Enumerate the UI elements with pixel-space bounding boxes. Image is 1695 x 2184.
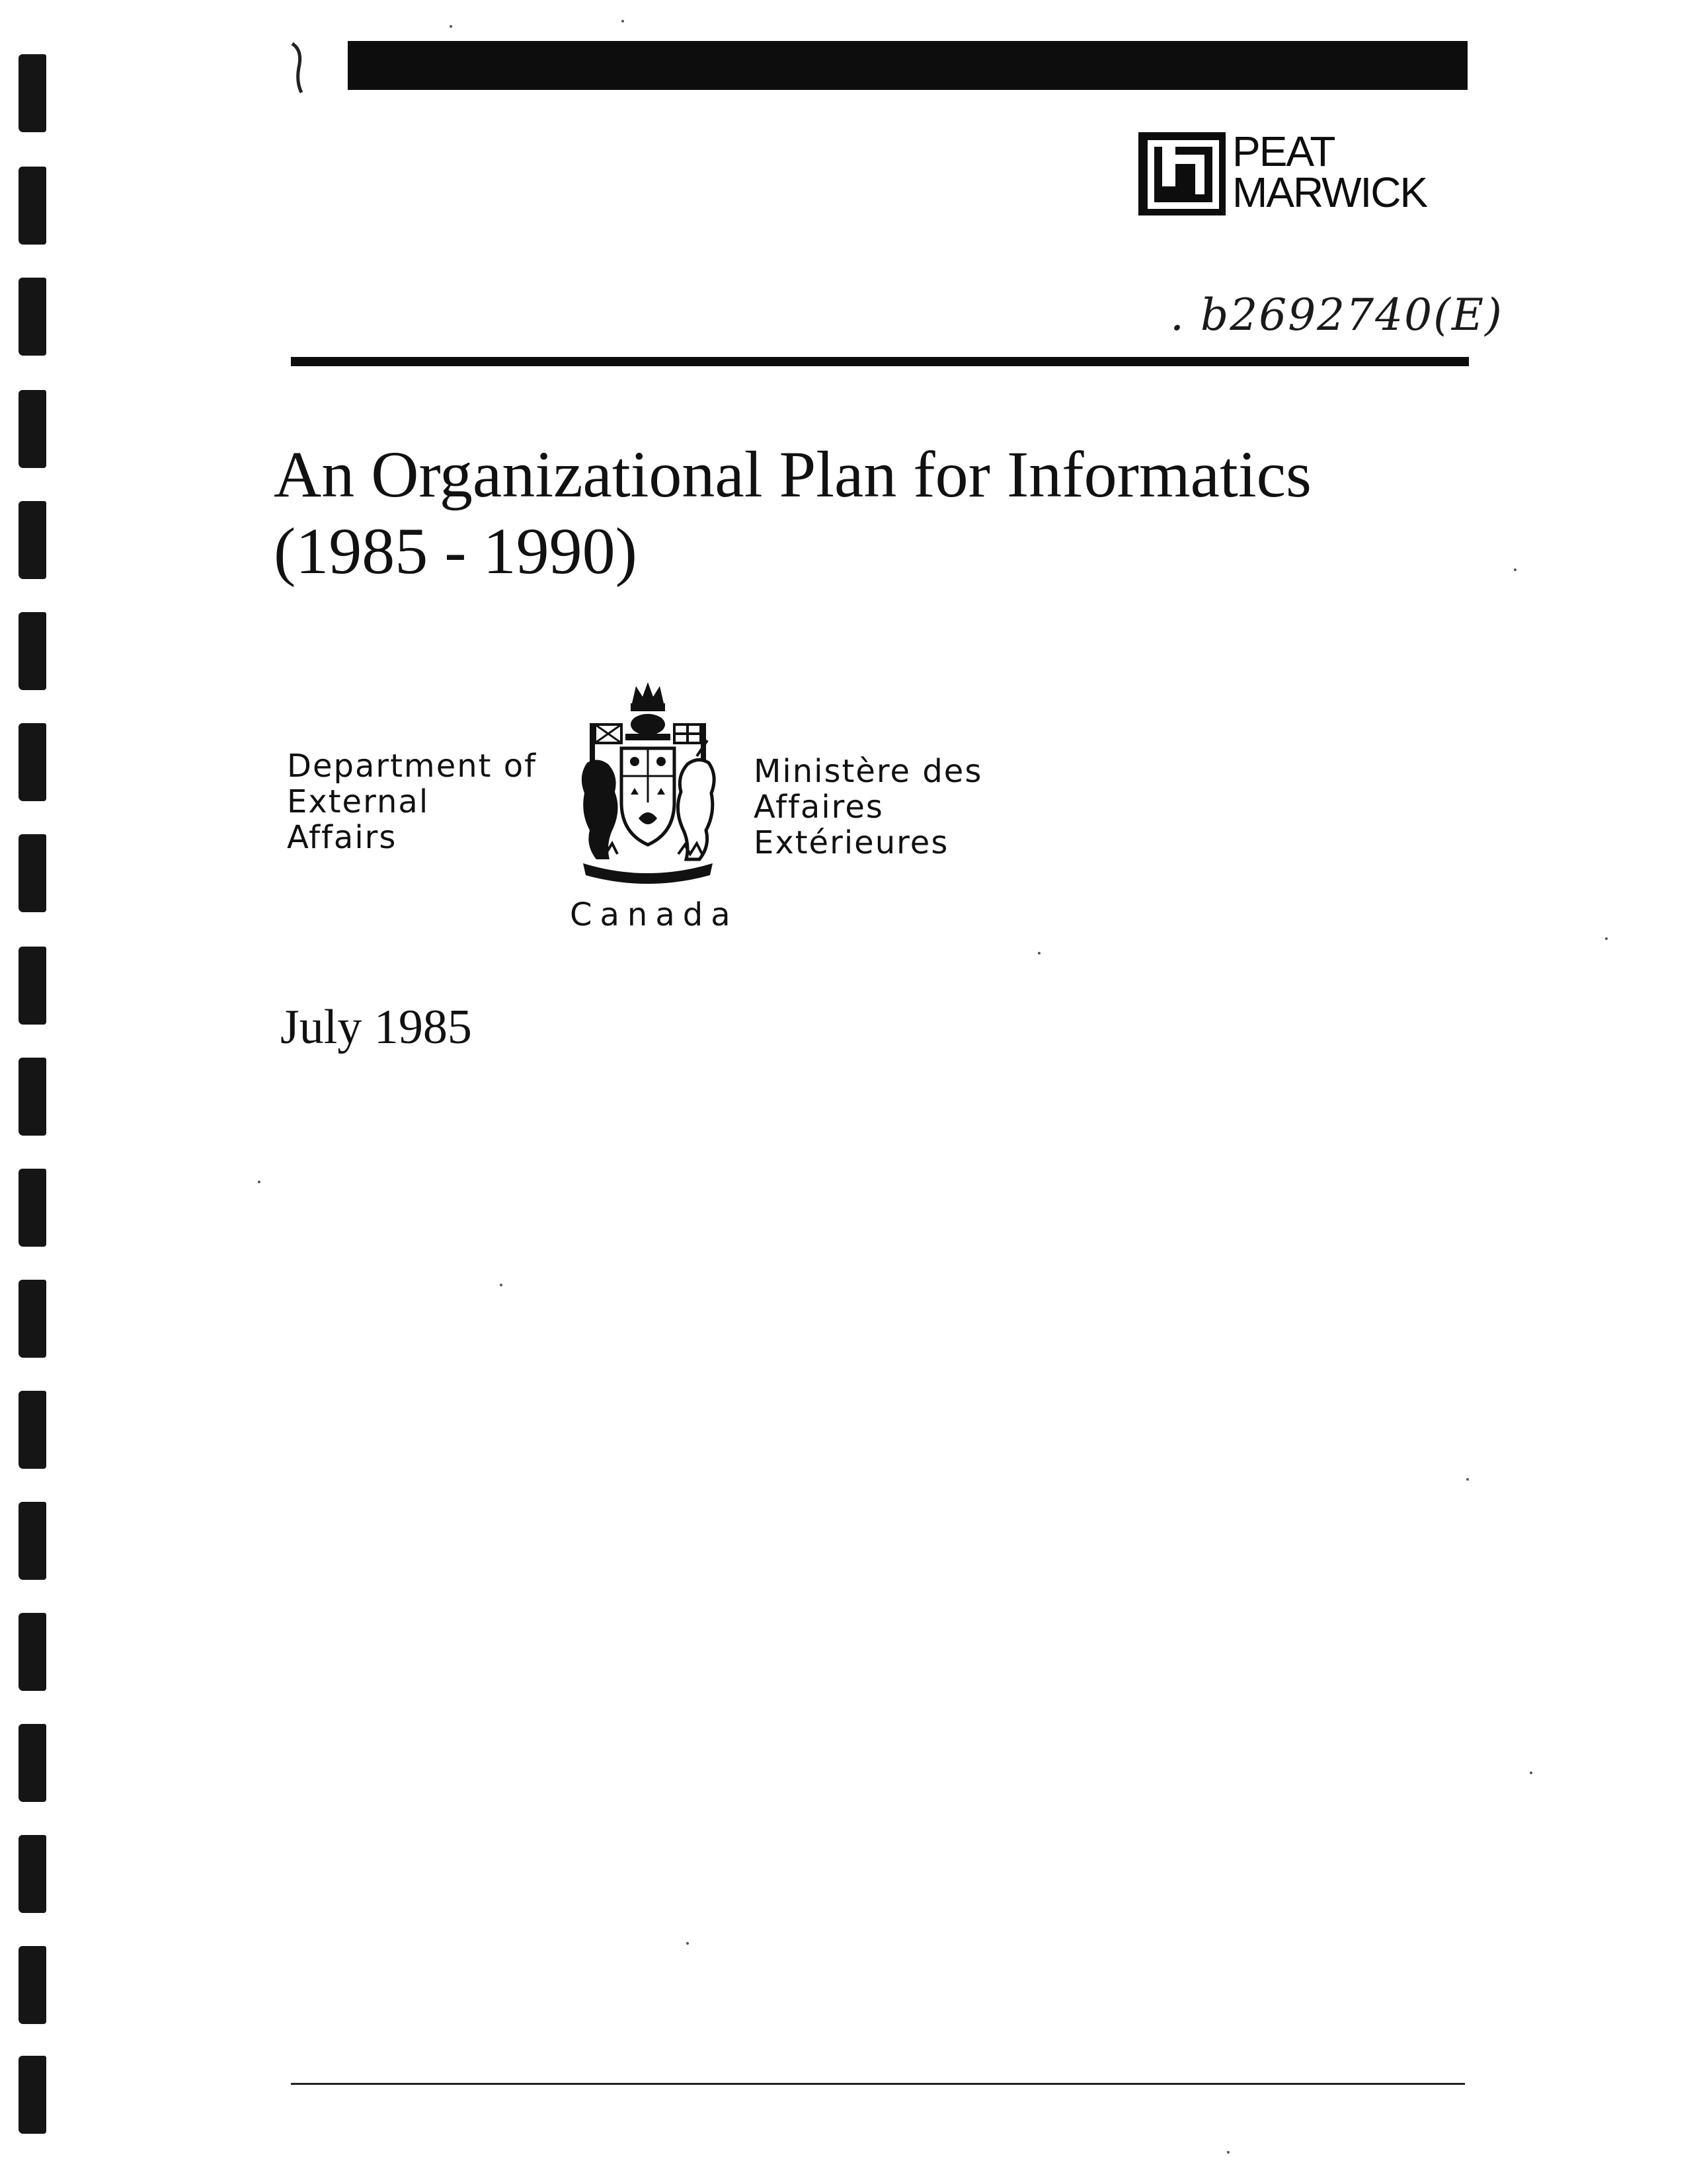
department-french-line: Extérieures (754, 824, 949, 861)
binder-hole (19, 612, 46, 690)
scan-speck (450, 25, 452, 28)
binder-hole (19, 1724, 46, 1802)
peat-marwick-logo-icon (1138, 132, 1226, 215)
scan-speck (1514, 568, 1517, 571)
binder-hole (19, 947, 46, 1025)
logo-line-2: MARWICK (1232, 169, 1427, 216)
scan-speck (1466, 1478, 1469, 1481)
binder-hole (19, 1946, 46, 2024)
department-french-line: Ministère des (754, 753, 983, 790)
binder-hole (19, 1613, 46, 1691)
scan-speck (1605, 937, 1608, 940)
handwritten-reference-number: . b2692740(E) (1170, 290, 1503, 340)
paper-clip-mark (290, 41, 305, 95)
header-black-bar (348, 41, 1468, 90)
binder-hole (19, 1058, 46, 1136)
peat-marwick-logo (1138, 128, 1456, 219)
department-name-french (754, 754, 982, 861)
title-line-1: An Organizational Plan for Informatics (274, 438, 1312, 511)
binder-hole (19, 54, 46, 132)
country-wordmark: Canada (570, 896, 738, 933)
binder-hole (19, 1280, 46, 1358)
logo-wordmark (1232, 128, 1427, 216)
department-english-line: Affairs (287, 819, 397, 856)
scan-speck (621, 20, 624, 22)
binder-hole (19, 834, 46, 912)
scan-speck (686, 1942, 689, 1945)
department-english-line: Department of (287, 748, 537, 785)
binder-hole (19, 2056, 46, 2134)
binder-hole (19, 390, 46, 468)
scan-speck (1530, 1772, 1532, 1774)
document-title (274, 436, 1312, 590)
binder-hole (19, 167, 46, 245)
scan-speck (500, 1284, 502, 1286)
logo-line-1: PEAT (1232, 128, 1335, 175)
title-line-2: (1985 - 1990) (274, 514, 637, 588)
binder-hole (19, 1835, 46, 1913)
department-name-english (287, 748, 537, 855)
binder-hole (19, 1391, 46, 1469)
scan-speck (1227, 2151, 1230, 2154)
department-french-line: Affaires (754, 789, 884, 826)
footer-rule (291, 2083, 1465, 2085)
binder-hole (19, 723, 46, 801)
header-rule (291, 357, 1469, 366)
binder-hole (19, 1169, 46, 1247)
department-english-line: External (287, 783, 430, 820)
binder-hole (19, 501, 46, 579)
scan-speck (1038, 952, 1041, 955)
binder-hole (19, 278, 46, 356)
coat-of-arms-icon (567, 677, 729, 886)
publication-date: July 1985 (280, 1000, 472, 1054)
scan-speck (258, 1181, 260, 1183)
binder-hole (19, 1502, 46, 1580)
